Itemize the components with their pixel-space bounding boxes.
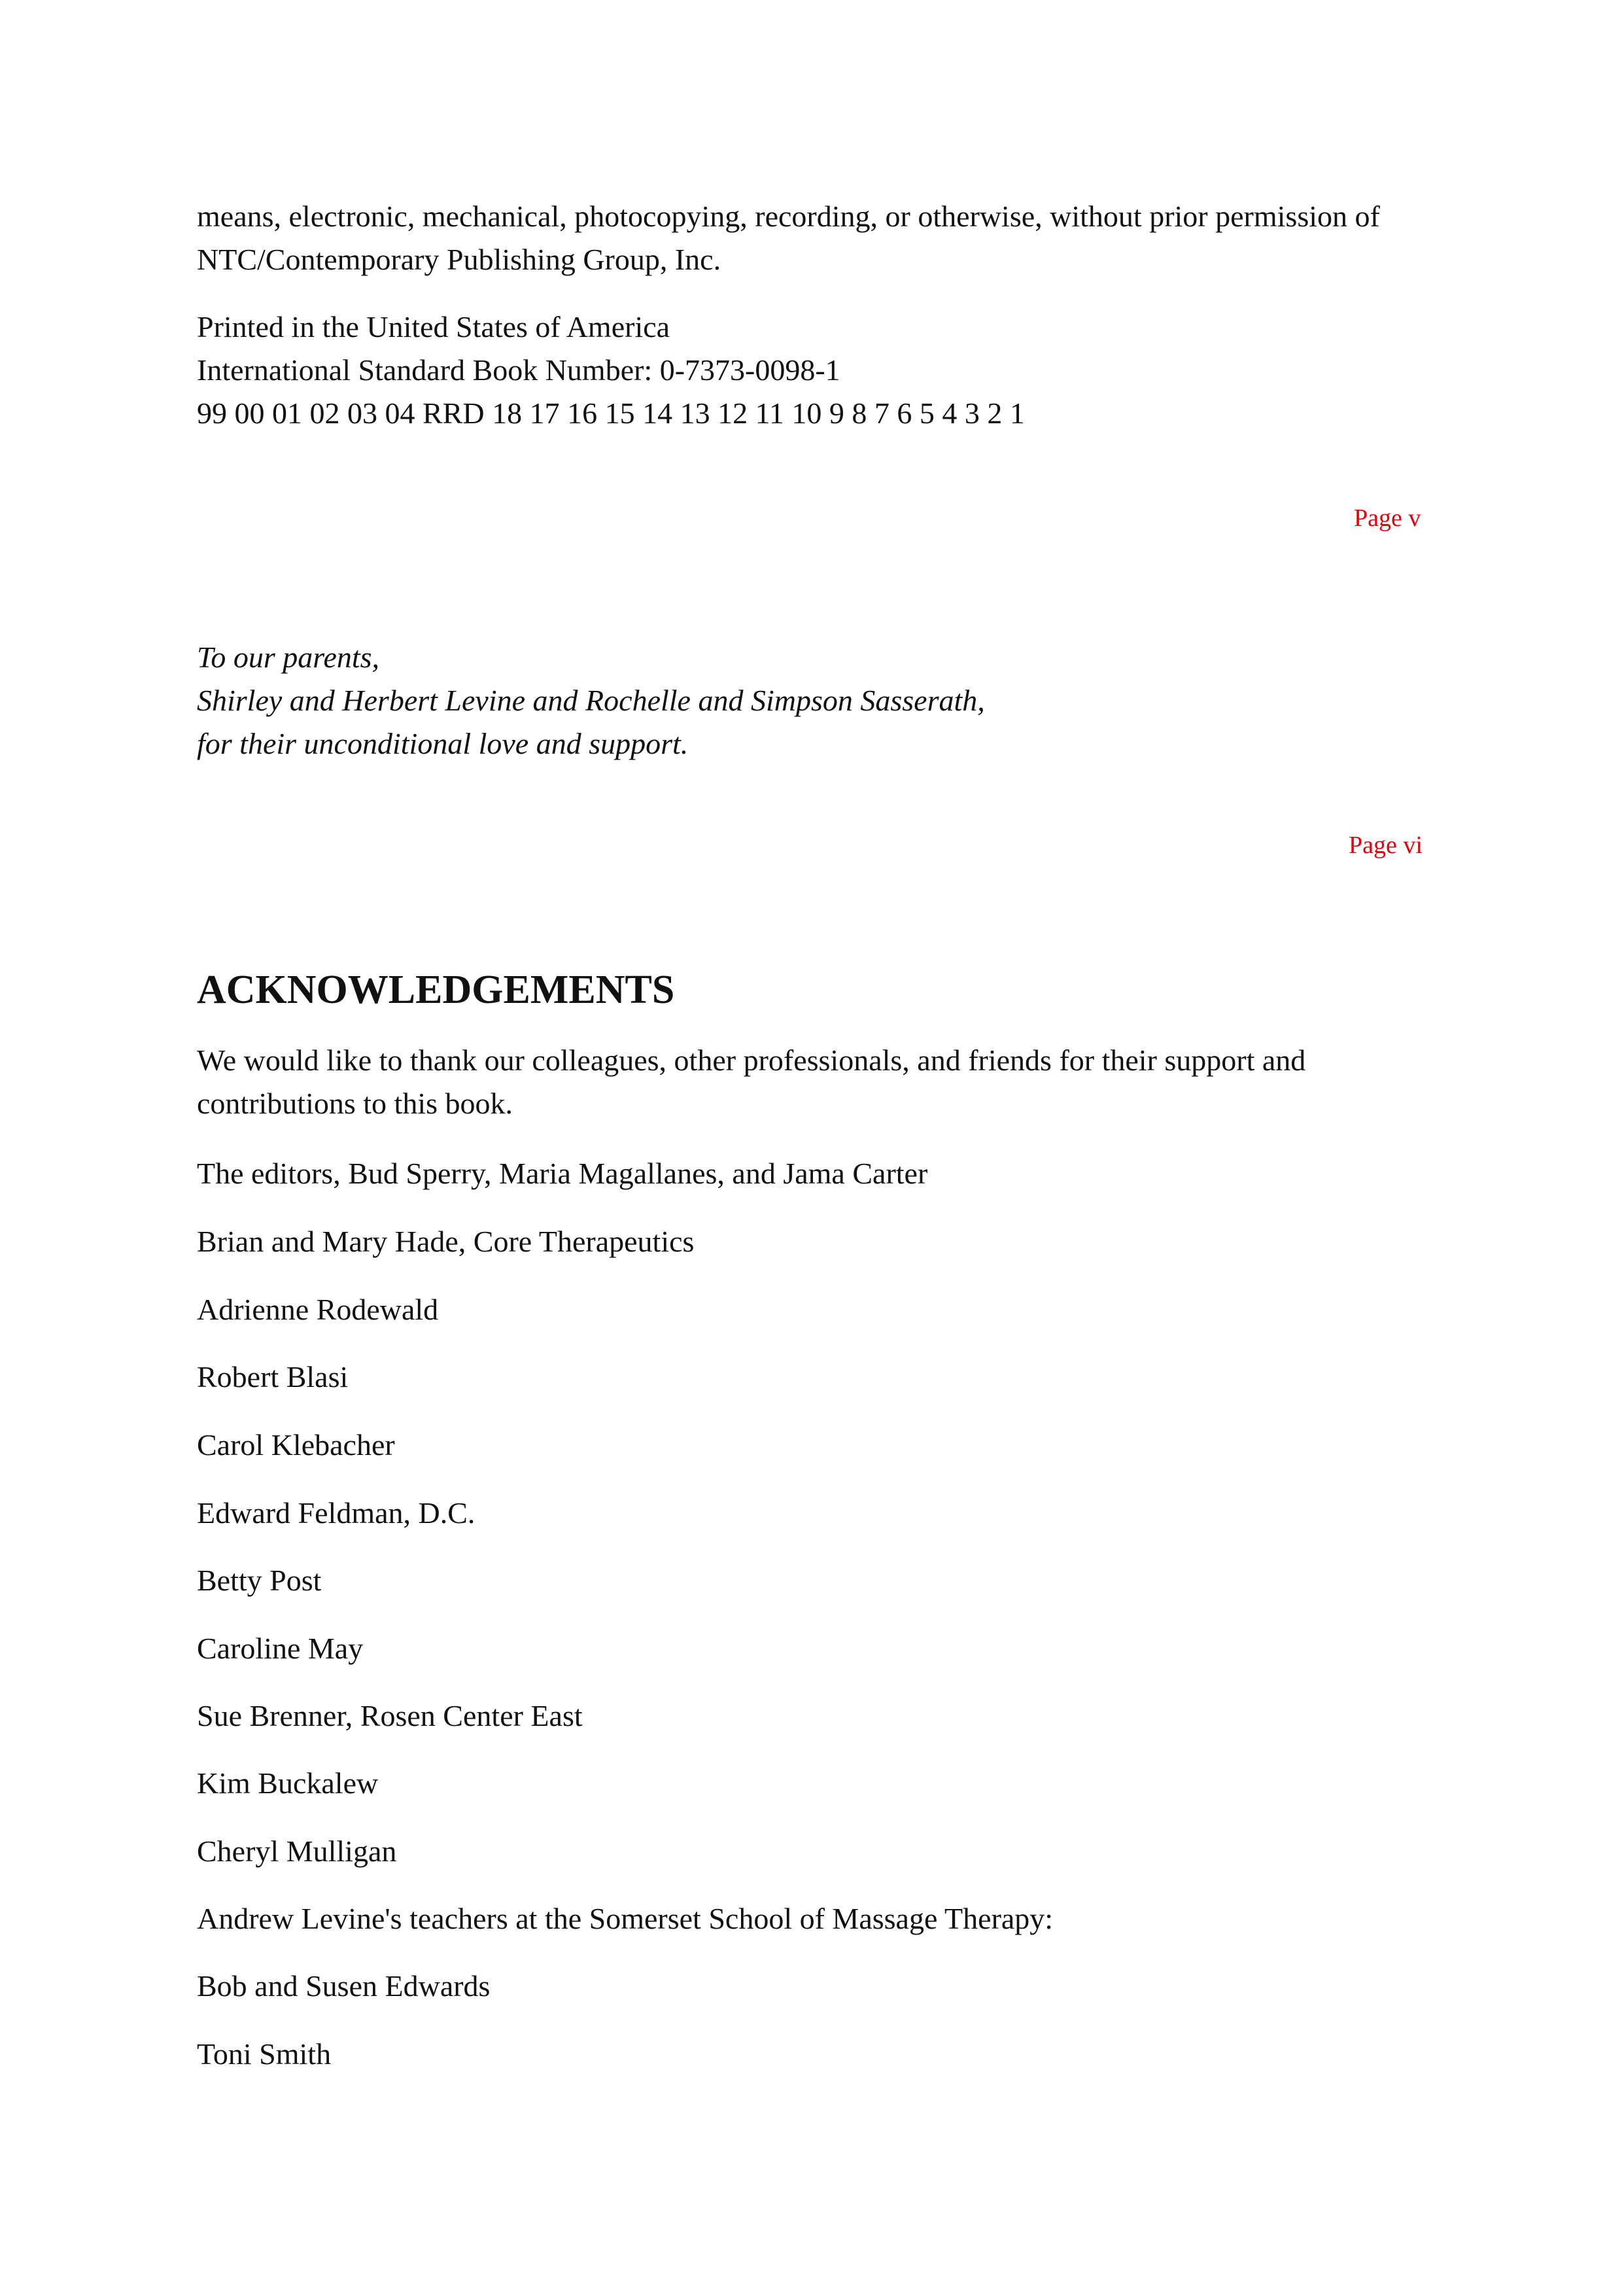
acknowledgement-item: Brian and Mary Hade, Core Therapeutics: [197, 1225, 695, 1258]
intro-line: We would like to thank our colleagues, other professionals, and friends for their support and: [197, 1043, 1306, 1077]
copyright-line: means, electronic, mechanical, photocopying, recording, or otherwise, without prior permission of: [197, 200, 1380, 233]
page-marker-v: Page v: [1354, 504, 1421, 532]
acknowledgement-item: Caroline May: [197, 1632, 364, 1665]
acknowledgements-heading: ACKNOWLEDGEMENTS: [197, 968, 675, 1012]
dedication: [197, 636, 1440, 765]
acknowledgement-item: Andrew Levine's teachers at the Somerset School of Massage Therapy:: [197, 1902, 1054, 1935]
copyright-paragraph: [197, 195, 1440, 281]
dedication-line: Shirley and Herbert Levine and Rochelle and Simpson Sasserath,: [197, 684, 985, 717]
isbn-line: International Standard Book Number: 0-7373-0098-1: [197, 353, 840, 387]
acknowledgement-item: Cheryl Mulligan: [197, 1834, 397, 1868]
acknowledgement-item: Toni Smith: [197, 2037, 332, 2071]
printing-number-line: 99 00 01 02 03 04 RRD 18 17 16 15 14 13 12 11 10 9 8 7 6 5 4 3 2 1: [197, 396, 1025, 430]
publication-info: [197, 306, 1440, 435]
page-marker-vi: Page vi: [1349, 832, 1423, 859]
dedication-line: To our parents,: [197, 640, 380, 674]
printed-in-line: Printed in the United States of America: [197, 310, 670, 343]
acknowledgements-intro: [197, 1039, 1440, 1125]
intro-line: contributions to this book.: [197, 1087, 513, 1120]
acknowledgement-item: The editors, Bud Sperry, Maria Magallanes, and Jama Carter: [197, 1157, 928, 1190]
copyright-line: NTC/Contemporary Publishing Group, Inc.: [197, 243, 721, 276]
acknowledgement-item: Bob and Susen Edwards: [197, 1969, 491, 2003]
acknowledgement-item: Kim Buckalew: [197, 1766, 379, 1800]
acknowledgement-item: Edward Feldman, D.C.: [197, 1496, 475, 1530]
acknowledgement-item: Robert Blasi: [197, 1360, 349, 1393]
acknowledgement-item: Betty Post: [197, 1564, 322, 1597]
acknowledgement-item: Sue Brenner, Rosen Center East: [197, 1699, 583, 1732]
dedication-line: for their unconditional love and support.: [197, 727, 689, 760]
acknowledgement-item: Carol Klebacher: [197, 1428, 395, 1462]
acknowledgement-item: Adrienne Rodewald: [197, 1293, 439, 1326]
